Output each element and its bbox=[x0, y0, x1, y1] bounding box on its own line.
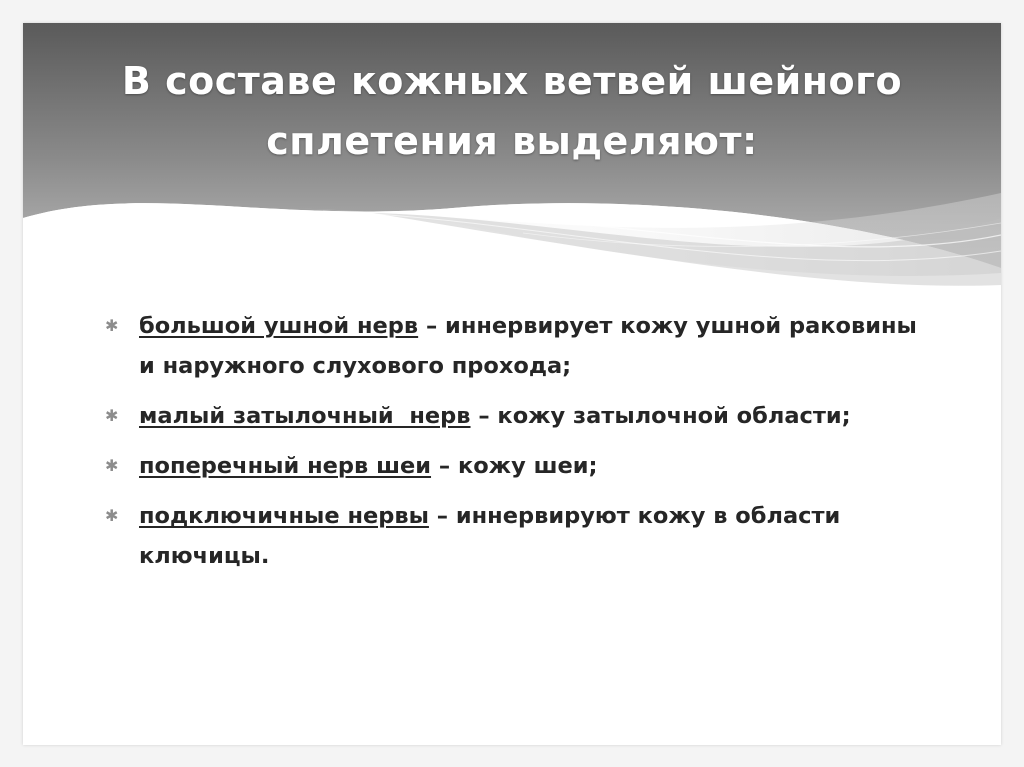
slide-title bbox=[23, 51, 1001, 171]
nerve-description: – иннервирует кожу ушной раковины и наружного слухового прохода; bbox=[139, 313, 917, 379]
list-item bbox=[105, 446, 925, 486]
list-item bbox=[105, 396, 925, 436]
nerve-term: большой ушной нерв bbox=[139, 313, 419, 339]
list-item bbox=[105, 306, 925, 386]
asterisk-icon: ✱ bbox=[105, 456, 119, 475]
asterisk-icon: ✱ bbox=[105, 406, 119, 425]
asterisk-icon: ✱ bbox=[105, 316, 119, 335]
slide bbox=[23, 23, 1001, 745]
slide-title-line-2: сплетения выделяют: bbox=[266, 119, 758, 163]
nerve-term: малый затылочный нерв bbox=[139, 403, 471, 429]
nerve-description: – кожу затылочной области; bbox=[470, 403, 851, 429]
bullet-list bbox=[105, 306, 925, 586]
nerve-term: подключичные нервы bbox=[139, 503, 429, 529]
list-item bbox=[105, 496, 925, 576]
slide-title-line-1: В составе кожных ветвей шейного bbox=[121, 59, 903, 103]
nerve-description: – кожу шеи; bbox=[431, 453, 598, 479]
asterisk-icon: ✱ bbox=[105, 506, 119, 525]
nerve-description: – иннервируют кожу в области ключицы. bbox=[139, 503, 841, 569]
nerve-term: поперечный нерв шеи bbox=[139, 453, 432, 479]
